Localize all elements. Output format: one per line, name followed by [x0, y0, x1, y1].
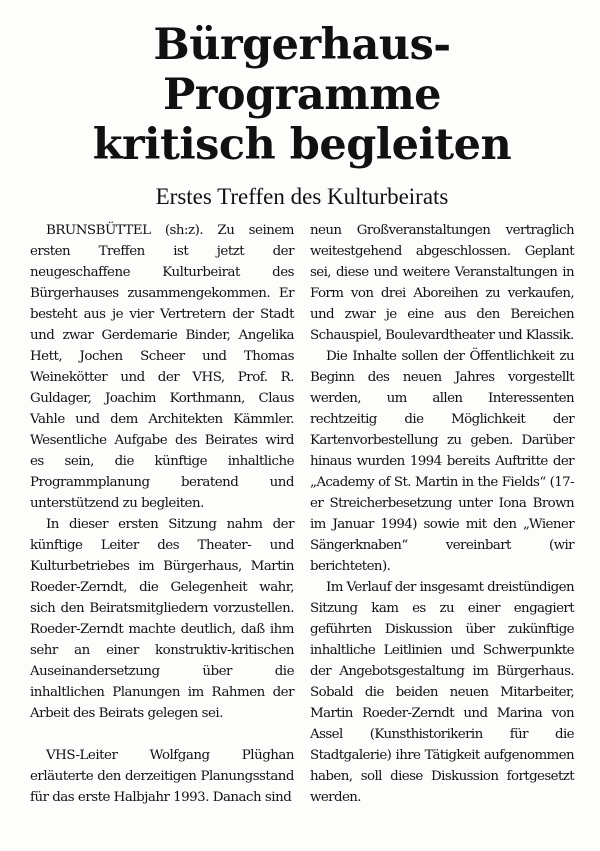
paragraph-intro: BRUNSBÜTTEL (sh:z). Zu seinem ersten Treffen ist jetzt der neugeschaffene Kulturbeirat des Bürgerhauses zusammengekommen. Er besteht aus je vier Vertretern der Stadt und zwar Gerdemarie Binder, Angelika Hett, Jochen Scheer und Thomas Weinekötter und der VHS, Prof. R. Guldager, Joachim Korthmann, Claus Vahle und dem Architekten Kämmler. Wesentliche Aufgabe des Beirates wird es sein, die künftige inhaltliche Programmplanung beratend und unterstützend zu begleiten.: [30, 223, 294, 511]
paragraph-discussion: Im Verlauf der insgesamt dreistündigen Sitzung kam es zu einer engagiert geführten Diskussion über zukünftige inhaltliche Leitlinien und Schwerpunkte der Angebotsgestaltung im Bürgerhaus. Sobald die beiden neuen Mitarbeiter, Martin Roeder-Zerndt und Marina von Assel (Kunsthistorikerin für die Stadtgalerie) ihre Tätigkeit aufgenommen haben, soll diese Diskussion fortgesetzt werden.: [310, 580, 574, 805]
left-column: [30, 220, 294, 808]
paragraph-events: neun Großveranstaltungen vertraglich weitestgehend abgeschlossen. Geplant sei, diese und weitere Veranstaltungen in Form von drei Aboreihen zu verkaufen, und zwar je eine aus den Bereichen Schauspiel, Boulevardtheater und Klassik.: [310, 223, 574, 343]
right-column: [310, 220, 574, 808]
headline-line-2: kritisch begleiten: [92, 120, 512, 170]
article-body: [30, 220, 574, 808]
subheadline: Erstes Treffen des Kulturbeirats: [155, 184, 449, 209]
paragraph-vhs-leader: VHS-Leiter Wolfgang Plüghan erläuterte den derzeitigen Planungsstand für das erste Halbjahr 1993. Danach sind: [30, 748, 294, 805]
paragraph-public-presentation: Die Inhalte sollen der Öffentlichkeit zu Beginn des neuen Jahres vorgestellt werden, um allen Interessenten rechtzeitig die Möglichkeit der Kartenvorbestellung zu geben. Darüber hinaus wurden 1994 bereits Auftritte der „Academy of St. Martin in the Fields“ (17-er Streicherbesetzung unter Iona Brown im Januar 1994) sowie mit den „Wiener Sängerknaben“ vereinbart (wir berichteten).: [310, 349, 574, 574]
headline-line-1: Bürgerhaus-Programme: [153, 20, 451, 120]
paragraph-first-session: In dieser ersten Sitzung nahm der künftige Leiter des Theater- und Kulturbetriebes im Bürgerhaus, Martin Roeder-Zerndt, die Gelegenheit wahr, sich den Beiratsmitgliedern vorzustellen. Roeder-Zerndt machte deutlich, daß ihm sehr an einer konstruktiv-kritischen Auseinandersetzung über die inhaltlichen Planungen im Rahmen der Arbeit des Beirats gelegen sei.: [30, 517, 294, 721]
headline: [30, 20, 574, 170]
